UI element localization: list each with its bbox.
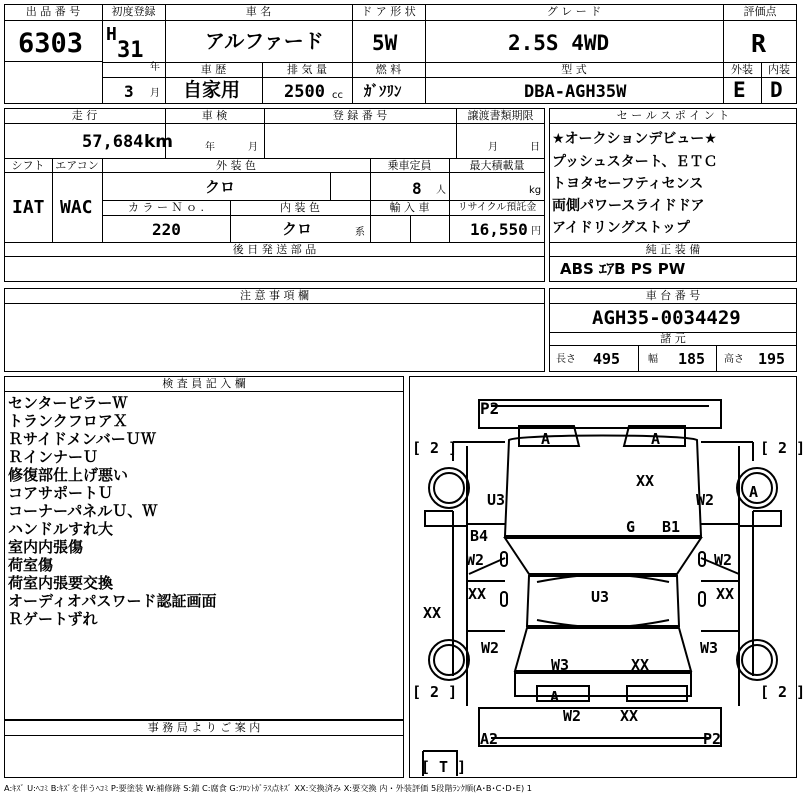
interior-label: 内 装 色 <box>280 201 320 214</box>
mark-xx-right: XX <box>716 585 735 603</box>
mark-bracket-lb: [ 2 ] <box>412 683 458 701</box>
score: R <box>751 29 767 58</box>
sales-point: アイドリングストップ <box>552 220 690 236</box>
regno-label: 登 録 番 号 <box>332 109 388 122</box>
mark-p2-front: P2 <box>480 399 500 418</box>
color-label: 外 装 色 <box>216 159 256 172</box>
car-outline <box>409 376 797 778</box>
r2-d7 <box>4 256 545 257</box>
mark-w2-left-door: W2 <box>466 551 485 569</box>
inspector-note: コアサポートＵ <box>8 484 114 502</box>
int-grade: D <box>770 78 783 102</box>
year-unit: 年 <box>150 62 160 73</box>
length: 495 <box>593 350 621 368</box>
mark-w2-right-fender: W2 <box>696 491 715 509</box>
reg-year: 31 <box>117 38 144 63</box>
month-unit: 月 <box>150 88 160 99</box>
color-number: 220 <box>152 220 181 239</box>
insp-month: 月 <box>248 142 258 153</box>
car-name-label: 車 名 <box>245 5 272 18</box>
dim-v2 <box>716 345 717 372</box>
mark-w2-right-door: W2 <box>714 551 733 569</box>
mark-xx-hood: XX <box>636 472 655 490</box>
mileage-label: 走 行 <box>71 109 98 122</box>
height-label: 高さ <box>724 354 744 365</box>
model-code: DBA-AGH35W <box>524 82 627 102</box>
inspector-note: 修復部仕上げ悪い <box>8 466 129 484</box>
era: H <box>106 24 117 45</box>
later-parts-label: 後 日 発 送 部 品 <box>232 243 317 256</box>
capacity-unit: 人 <box>436 185 446 196</box>
mark-xx-rear-bumper: XX <box>620 707 639 725</box>
sales-point: 両側パワースライドドア <box>552 198 705 214</box>
sales-point: ★オークションデビュー★ <box>552 131 717 147</box>
aircon: WAC <box>60 197 93 218</box>
interior-unit: 系 <box>355 227 365 238</box>
model-label: 型 式 <box>561 63 587 76</box>
equipment-label: 純 正 装 備 <box>645 243 701 256</box>
ch-d3 <box>549 345 797 346</box>
r2-d1 <box>4 123 545 124</box>
mark-bracket-lt: [ 2 ] <box>412 439 458 457</box>
mark-a-right-tire: A <box>749 483 759 501</box>
mark-a-right-headlight: A <box>651 430 661 448</box>
mark-g-windshield: G <box>626 518 636 536</box>
colorno-label: カ ラ ー Ｎ ｏ . <box>128 201 204 214</box>
dim-v1 <box>638 345 639 372</box>
capacity: 8 <box>412 179 422 198</box>
displacement: 2500 <box>284 82 325 102</box>
width-label: 幅 <box>648 354 658 365</box>
inspector-note: コーナーパネルＵ、Ｗ <box>8 502 158 520</box>
mark-xx-left: XX <box>468 585 487 603</box>
mark-a2-rear: A2 <box>480 730 499 748</box>
score-label: 評価点 <box>743 5 777 18</box>
mark-bracket-rt: [ 2 ] <box>760 439 805 457</box>
office-label: 事 務 局 よ り ご 案 内 <box>147 721 261 734</box>
sales-point: トヨタセーフティセンス <box>552 176 704 192</box>
recycle-fee: 16,550 <box>470 220 528 239</box>
mileage: 57,684 <box>82 132 144 152</box>
recycle-label: リサイクル預託金 <box>457 202 537 213</box>
ac-label: エアコン <box>55 159 99 172</box>
legend-footer: A:ｷｽﾞ U:ﾍｺﾐ B:ｷｽﾞを伴うﾍｺﾐ P:要塗装 W:補修跡 S:錆 C:腐食 G:ﾌﾛﾝﾄｶﾞﾗｽ点ｷｽﾞ XX:交換済み X:要交換 内・外装評価 5段階ﾗﾝｸ順(A･B･C･D･E) 1 <box>4 783 532 793</box>
disp-label: 排 気 量 <box>287 63 327 76</box>
mark-xx-gate: XX <box>631 656 650 674</box>
inspector-label: 検 査 員 記 入 欄 <box>162 377 246 390</box>
history: 自家用 <box>183 79 241 101</box>
import-label: 輸 入 車 <box>389 201 430 214</box>
header-sub-divider <box>102 77 797 78</box>
office-d1 <box>4 735 404 736</box>
caution-d1 <box>4 303 545 304</box>
inspector-note: トランクフロアＸ <box>8 412 128 430</box>
r2-d5 <box>102 215 545 216</box>
sales-points-label: セ ー ル ス ポ イ ン ト <box>616 109 730 122</box>
equipment: ABS ｴｱB PS PW <box>560 260 686 278</box>
fuel-label: 燃 料 <box>375 63 402 76</box>
length-label: 長さ <box>556 354 576 365</box>
header-divider <box>4 20 797 21</box>
mark-b1: B1 <box>662 518 681 536</box>
insp-year: 年 <box>205 142 215 153</box>
reg-month: 3 <box>124 82 134 101</box>
inspector-note: ＲサイドメンバーＵＷ <box>8 430 156 448</box>
history-label: 車 歴 <box>200 63 227 76</box>
car-name: アルファード <box>205 29 324 53</box>
lot-label: 出 品 番 号 <box>25 5 81 18</box>
sp-d3 <box>549 256 797 257</box>
mark-p2-rear: P2 <box>703 730 722 748</box>
dims-label: 諸 元 <box>660 332 686 345</box>
shift-label: シフト <box>11 159 45 172</box>
width: 185 <box>678 350 706 368</box>
lot-number: 6303 <box>18 28 84 59</box>
mark-w3-right-rear: W3 <box>700 639 719 657</box>
load-unit: kg <box>529 185 542 196</box>
v-reg <box>165 4 166 104</box>
mark-u3-roof: U3 <box>591 588 610 606</box>
disp-unit: cc <box>332 90 343 101</box>
v-grade <box>723 4 724 104</box>
grade-label: グ レ ー ド <box>546 5 602 18</box>
recycle-unit: 円 <box>531 226 541 237</box>
color: クロ <box>205 178 236 196</box>
mark-u3-left-fender: U3 <box>487 491 506 509</box>
mark-bracket-rb: [ 2 ] <box>760 683 805 701</box>
grade: 2.5S 4WD <box>508 31 610 55</box>
transfer-label: 譲渡書類期限 <box>467 109 534 122</box>
r2-d3 <box>4 172 545 173</box>
mark-w3-gate: W3 <box>551 656 570 674</box>
fuel: ｶﾞｿﾘﾝ <box>364 82 402 100</box>
mark-w2-left-rear: W2 <box>481 639 500 657</box>
v-color2 <box>330 172 331 200</box>
ext-grade: E <box>733 78 746 102</box>
inspector-note: ＲインナーＵ <box>8 448 99 466</box>
inspection-label: 車 検 <box>201 109 228 122</box>
load-label: 最大積載量 <box>469 159 525 172</box>
door-type: 5W <box>372 31 398 55</box>
inspector-note: センターピラーＷ <box>8 394 128 412</box>
inspector-note: 荷室傷 <box>8 556 54 574</box>
caution-label: 注 意 事 項 欄 <box>240 289 309 302</box>
lot-divider <box>4 61 102 62</box>
chassis-label: 車 台 番 号 <box>645 289 701 302</box>
inspector-note: Ｒゲートずれ <box>8 610 98 628</box>
capacity-label: 乗車定員 <box>387 159 432 172</box>
ext-label: 外装 <box>731 63 753 76</box>
mark-xx-side: XX <box>423 604 442 622</box>
chassis-number: AGH35-0034429 <box>592 307 741 329</box>
inspector-note: 荷室内張要交換 <box>8 574 114 592</box>
shift: IAT <box>12 197 45 218</box>
transfer-day: 日 <box>530 142 540 153</box>
ch-d1 <box>549 303 797 304</box>
mileage-unit: km <box>144 132 174 152</box>
inspector-note: 室内内張傷 <box>8 538 84 556</box>
mark-tow-t: [ T ] <box>421 758 467 776</box>
mark-a-rear-light: A <box>550 688 560 706</box>
door-label: ド ア 形 状 <box>361 5 416 18</box>
sales-point: プッシュスタート、ＥＴＣ <box>552 154 718 170</box>
transfer-month: 月 <box>488 142 498 153</box>
sp-d1 <box>549 123 797 124</box>
interior-color: クロ <box>282 220 313 238</box>
mark-b4: B4 <box>470 527 489 545</box>
height: 195 <box>758 350 786 368</box>
inspector-note: ハンドルすれ大 <box>8 520 114 538</box>
mark-a-left-headlight: A <box>541 430 551 448</box>
insp-d1 <box>4 391 404 392</box>
first-reg-label: 初度登録 <box>111 5 156 18</box>
v-door <box>425 4 426 104</box>
inspector-note: オーディオパスワード認証画面 <box>8 592 217 610</box>
mark-w2-rear-bumper: W2 <box>563 707 582 725</box>
int-label: 内装 <box>768 63 790 76</box>
v-import <box>410 215 411 242</box>
v-lot <box>102 4 103 104</box>
